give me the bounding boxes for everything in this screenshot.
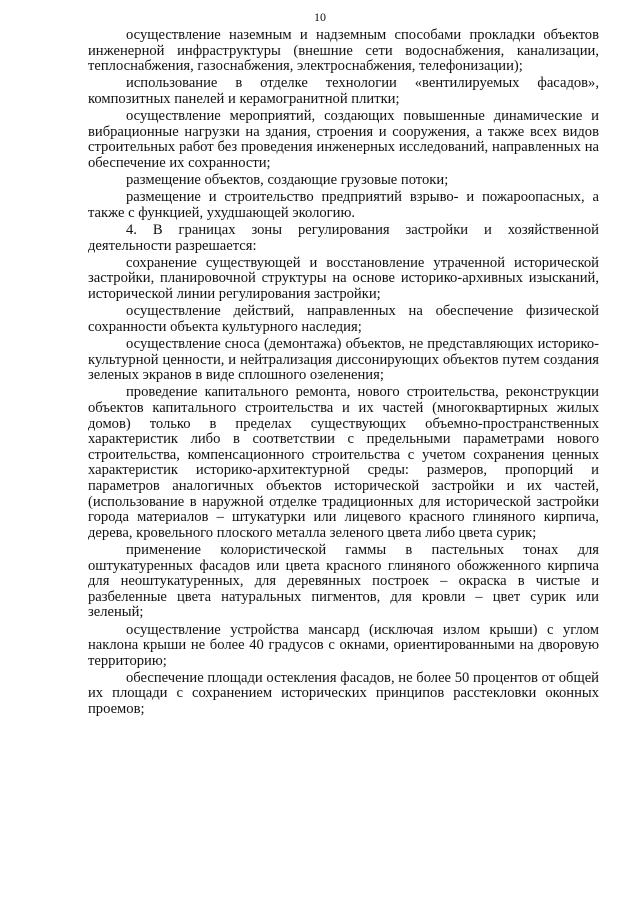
paragraph: размещение объектов, создающие грузовые потоки; xyxy=(126,172,449,189)
paragraph: осуществление наземным и надземным способами прокладки объектов инженерной инфраструктуры (внешние сети водоснабжения, канализации, теплоснабжения, газоснабжения, электроснабжения, телефонизации); xyxy=(88,27,599,75)
paragraph: осуществление действий, направленных на обеспечение физической сохранности объекта культурного наследия; xyxy=(88,303,599,335)
paragraph: осуществление мероприятий, создающих повышенные динамические и вибрационные нагрузки на здания, строения и сооружения, а также всех видов строительных работ без проведения инженерных исследований, направленных на обеспечение их сохранности; xyxy=(88,108,599,171)
paragraph: использование в отделке технологии «вентилируемых фасадов», композитных панелей и керамогранитной плитки; xyxy=(88,75,599,107)
paragraph: осуществление сноса (демонтажа) объектов, не представляющих историко-культурной ценности, и нейтрализация диссонирующих объектов путем создания зеленых экранов в виде сплошного озеленения; xyxy=(88,336,599,384)
paragraph: сохранение существующей и восстановление утраченной исторической застройки, планировочной структуры на основе историко-архивных изысканий, исторической линии регулирования застройки; xyxy=(88,254,599,303)
paragraph: применение колористической гаммы в пастельных тонах для оштукатуренных фасадов или цвета красного глиняного обожженного кирпича для неоштукатуренных, для деревянных построек – окраска в чистые и разбеленные цвета натуральных пигментов, для кровли – цвет сурик или зеленый; xyxy=(88,541,599,621)
paragraph: проведение капитального ремонта, нового строительства, реконструкции объектов капитального строительства и их частей (многоквартирных жилых домов) только в пределах существующих объемно-пространственных характеристик либо в соответствии с предельными параметрами нового строительства, компенсационного строительства с учетом сохранения ценных характеристик историко-архитектурной среды: размеров, пропорций и параметров аналогичных объектов исторической застройки и их частей, (использование в наружной отделке традиционных для исторической застройки города материалов – штукатурки или лицевого красного глиняного кирпича, дерева, кровельного плоского металла зеленого цвета либо цвета сурик; xyxy=(88,384,599,541)
section-paragraph: 4. В границах зоны регулирования застройки и хозяйственной деятельности разрешается: xyxy=(88,222,599,254)
page-number: 10 xyxy=(314,10,326,24)
paragraph: обеспечение площади остекления фасадов, не более 50 процентов от общей их площади с сохранением исторических принципов расстекловки оконных проемов; xyxy=(88,669,599,718)
paragraph: осуществление устройства мансард (исключая излом крыши) с углом наклона крыши не более 40 градусов с окнами, ориентированными на дворовую территорию; xyxy=(88,621,599,669)
paragraph: размещение и строительство предприятий взрыво- и пожароопасных, а также с функцией, ухудшающей экологию. xyxy=(88,189,599,221)
document-body xyxy=(88,28,599,719)
